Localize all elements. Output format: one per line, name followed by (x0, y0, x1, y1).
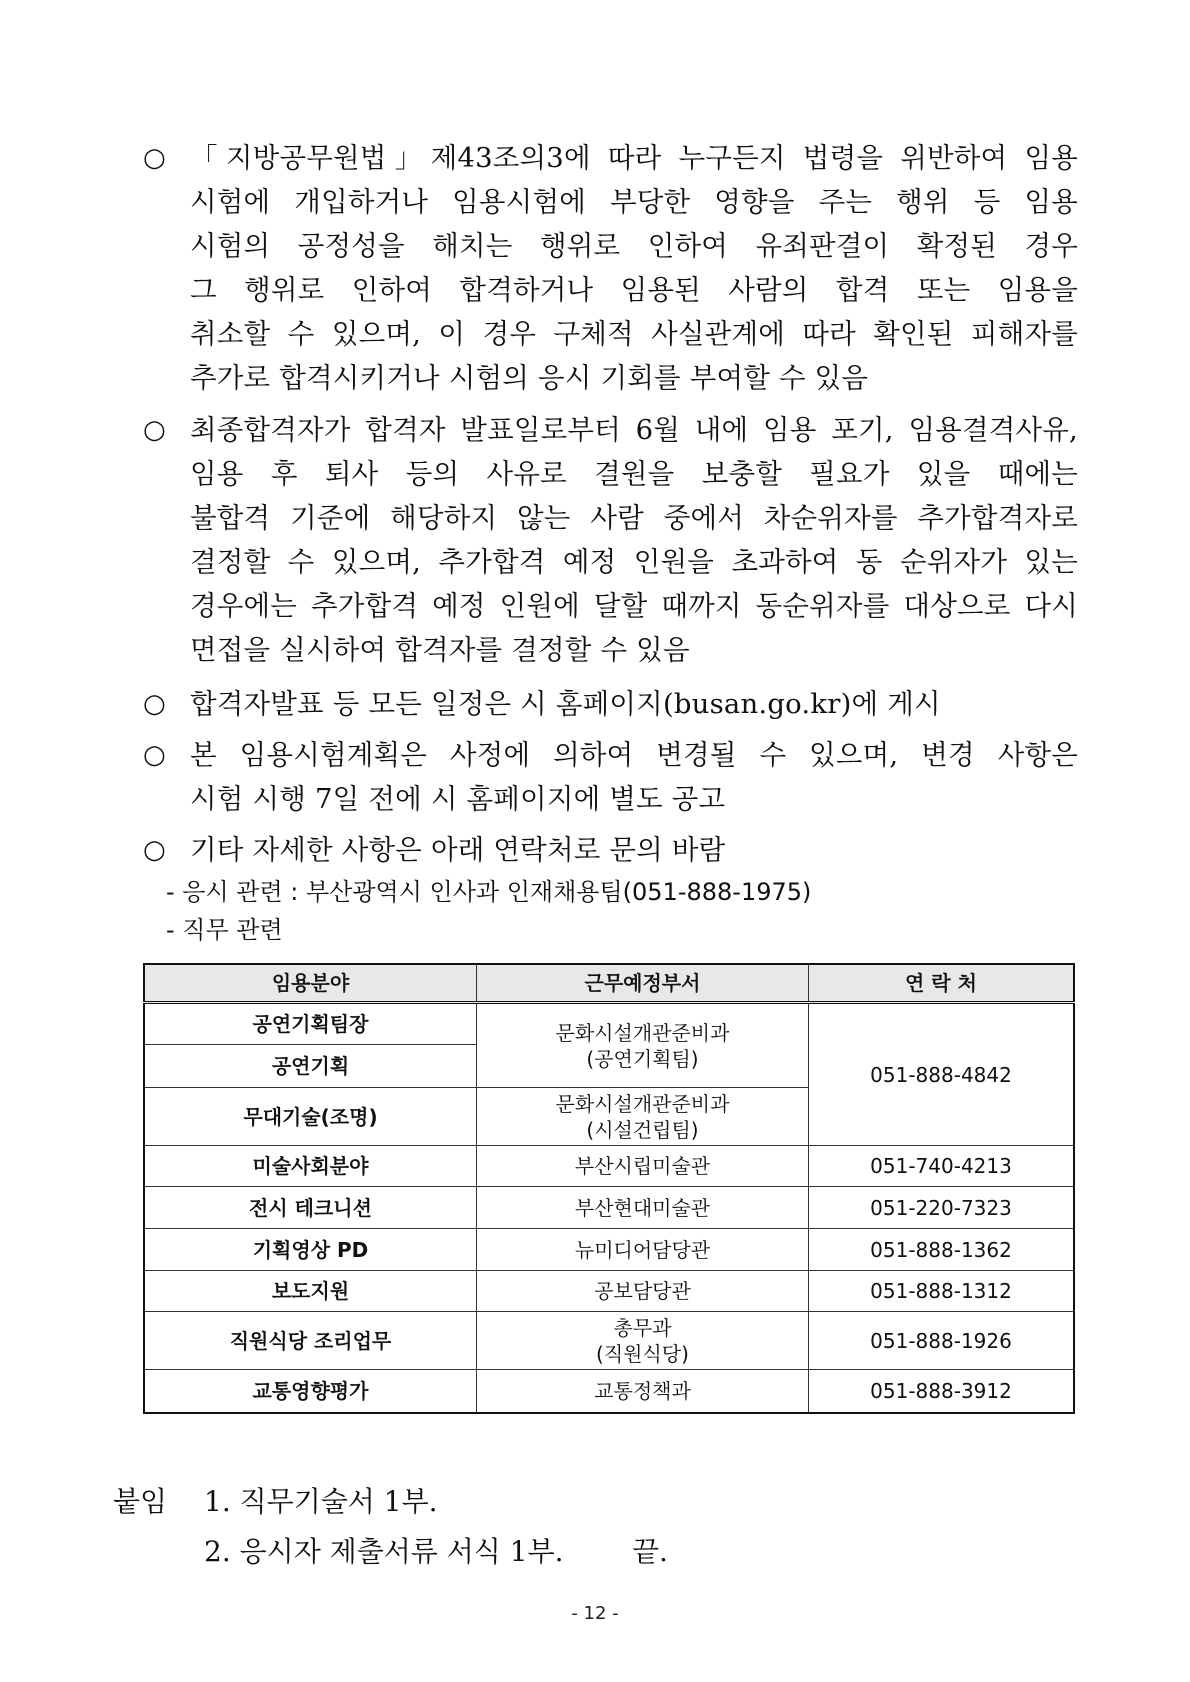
field-cell: 보도지원 (144, 1271, 477, 1312)
phone-cell: 051-888-4842 (809, 1003, 1075, 1146)
bullet-circle: ○ (143, 740, 166, 770)
item-line: 시험의 공정성을 해치는 행위로 인하여 유죄판결이 확정된 경우 (190, 230, 1078, 262)
dept-cell (477, 1088, 809, 1146)
phone-cell: 051-888-1312 (809, 1271, 1075, 1312)
dept-cell: 뉴미디어담당관 (477, 1229, 809, 1271)
phone-cell: 051-888-1926 (809, 1312, 1075, 1370)
notice-item-4 (143, 733, 1078, 821)
field-cell: 공연기획팀장 (144, 1003, 477, 1045)
item-line: 취소할 수 있으며, 이 경우 구체적 사실관계에 따라 확인된 피해자를 (190, 318, 1078, 350)
item-line: 본 임용시험계획은 사정에 의하여 변경될 수 있으며, 변경 사항은 (190, 739, 1078, 771)
field-cell: 교통영향평가 (144, 1370, 477, 1413)
contact-application: - 응시 관련 : 부산광역시 인사과 인재채용팀(051-888-1975) (166, 878, 812, 906)
notice-item-5 (143, 828, 1078, 872)
table-row (144, 1003, 1074, 1045)
phone-cell: 051-888-1362 (809, 1229, 1075, 1271)
table-row (144, 1370, 1074, 1413)
notice-item-2 (143, 408, 1078, 672)
table-row (144, 1146, 1074, 1187)
item-line: 임용 후 퇴사 등의 사유로 결원을 보충할 필요가 있을 때에는 (190, 458, 1078, 490)
dept-cell: 교통정책과 (477, 1370, 809, 1413)
phone-cell: 051-740-4213 (809, 1146, 1075, 1187)
dept-cell (477, 1003, 809, 1088)
bullet-circle: ○ (143, 689, 166, 719)
item-line: 최종합격자가 합격자 발표일로부터 6월 내에 임용 포기, 임용결격사유, (190, 414, 1078, 446)
item-line: 시험에 개입하거나 임용시험에 부당한 영향을 주는 행위 등 임용 (190, 186, 1078, 218)
attachment-item-1: 1. 직무기술서 1부. (204, 1485, 438, 1518)
dept-line: 총무과 (613, 1315, 672, 1340)
table-row (144, 1312, 1074, 1370)
notice-item-1 (143, 136, 1078, 400)
item-line: 시험 시행 7일 전에 시 홈페이지에 별도 공고 (190, 783, 726, 815)
table-row (144, 1271, 1074, 1312)
dept-line: (직원식당) (596, 1341, 689, 1366)
field-cell: 공연기획 (144, 1045, 477, 1088)
header-phone: 연 락 처 (809, 964, 1075, 1003)
field-cell: 미술사회분야 (144, 1146, 477, 1187)
dept-cell (477, 1312, 809, 1370)
phone-cell: 051-220-7323 (809, 1187, 1075, 1229)
attachment-item-2: 2. 응시자 제출서류 서식 1부. (204, 1535, 564, 1568)
item-line: 합격자발표 등 모든 일정은 시 홈페이지(busan.go.kr)에 게시 (190, 688, 941, 720)
bullet-circle: ○ (143, 415, 166, 445)
item-line: 불합격 기준에 해당하지 않는 사람 중에서 차순위자를 추가합격자로 (190, 502, 1078, 534)
table-row (144, 1229, 1074, 1271)
field-cell: 기획영상 PD (144, 1229, 477, 1271)
table-row (144, 1187, 1074, 1229)
attachment-label: 붙임 (113, 1485, 168, 1518)
phone-cell: 051-888-3912 (809, 1370, 1075, 1413)
dept-cell: 부산현대미술관 (477, 1187, 809, 1229)
header-dept: 근무예정부서 (477, 964, 809, 1003)
item-line: 결정할 수 있으며, 추가합격 예정 인원을 초과하여 동 순위자가 있는 (190, 546, 1078, 578)
item-line: 기타 자세한 사항은 아래 연락처로 문의 바람 (190, 834, 726, 866)
item-line: 추가로 합격시키거나 시험의 응시 기회를 부여할 수 있음 (190, 362, 869, 394)
bullet-circle: ○ (143, 143, 166, 173)
dept-line: (공연기획팀) (586, 1046, 699, 1071)
dept-line: 문화시설개관준비과 (555, 1091, 730, 1116)
table-header-row (144, 964, 1074, 1003)
dept-cell: 공보담당관 (477, 1271, 809, 1312)
dept-line: (시설건립팀) (586, 1117, 699, 1142)
page-number: - 12 - (571, 1603, 619, 1624)
end-mark: 끝. (632, 1535, 668, 1568)
field-cell: 무대기술(조명) (144, 1088, 477, 1146)
item-line: 「지방공무원법」제43조의3에 따라 누구든지 법령을 위반하여 임용 (190, 142, 1078, 174)
notice-item-3 (143, 682, 1078, 726)
header-field: 임용분야 (144, 964, 477, 1003)
item-line: 면접을 실시하여 합격자를 결정할 수 있음 (190, 634, 690, 666)
dept-line: 문화시설개관준비과 (555, 1020, 730, 1045)
item-line: 경우에는 추가합격 예정 인원에 달할 때까지 동순위자를 대상으로 다시 (190, 590, 1078, 622)
contact-job: - 직무 관련 (166, 916, 283, 944)
dept-cell: 부산시립미술관 (477, 1146, 809, 1187)
field-cell: 직원식당 조리업무 (144, 1312, 477, 1370)
field-cell: 전시 테크니션 (144, 1187, 477, 1229)
item-line: 그 행위로 인하여 합격하거나 임용된 사람의 합격 또는 임용을 (190, 274, 1078, 306)
contact-table (143, 963, 1075, 1414)
bullet-circle: ○ (143, 835, 166, 865)
